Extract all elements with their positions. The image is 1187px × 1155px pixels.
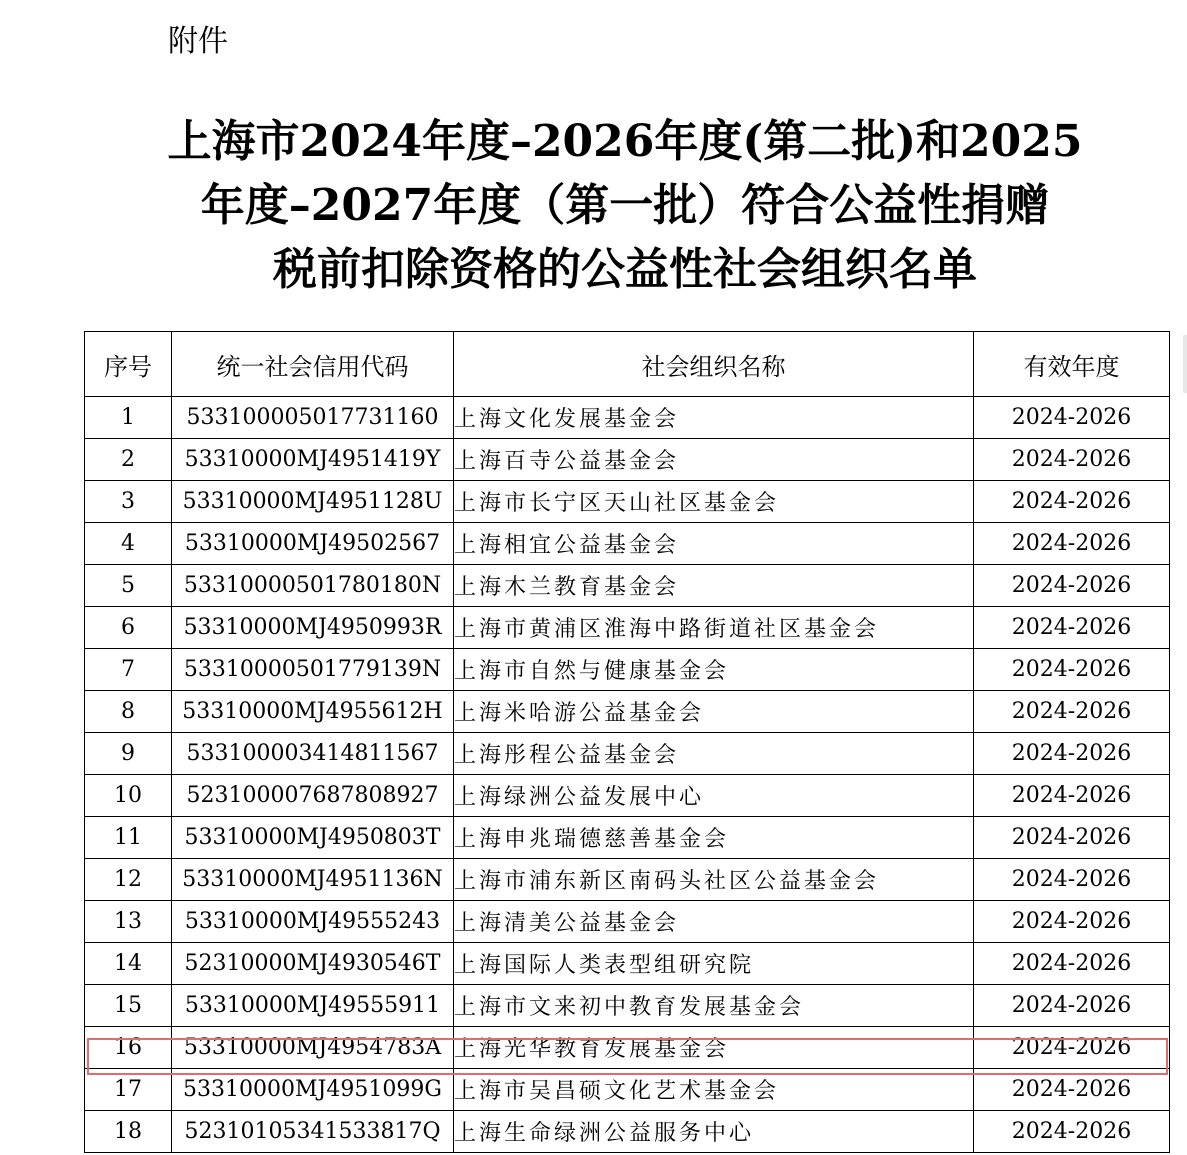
cell-seq: 13 (85, 901, 172, 943)
cell-valid-years: 2024-2026 (974, 1069, 1170, 1111)
title-line-1: 上海市2024年度–2026年度(第二批)和2025 (167, 116, 1083, 167)
cell-org-name: 上海市自然与健康基金会 (454, 649, 974, 691)
cell-seq: 6 (85, 607, 172, 649)
cell-seq: 2 (85, 439, 172, 481)
table-row (85, 649, 1170, 691)
header-seq: 序号 (85, 332, 172, 397)
table-row (85, 1027, 1170, 1069)
table-row (85, 439, 1170, 481)
cell-credit-code: 53310000MJ49555911 (172, 985, 454, 1027)
cell-credit-code: 53310000501780180N (172, 565, 454, 607)
cell-valid-years: 2024-2026 (974, 859, 1170, 901)
cell-seq: 18 (85, 1111, 172, 1153)
cell-org-name: 上海文化发展基金会 (454, 397, 974, 439)
table-row (85, 901, 1170, 943)
cell-credit-code: 53310000MJ4951128U (172, 481, 454, 523)
header-org-name: 社会组织名称 (454, 332, 974, 397)
cell-valid-years: 2024-2026 (974, 523, 1170, 565)
cell-seq: 11 (85, 817, 172, 859)
cell-valid-years: 2024-2026 (974, 985, 1170, 1027)
cell-valid-years: 2024-2026 (974, 775, 1170, 817)
cell-org-name: 上海市长宁区天山社区基金会 (454, 481, 974, 523)
cell-credit-code: 53310000MJ4954783A (172, 1027, 454, 1069)
table-row (85, 691, 1170, 733)
cell-seq: 15 (85, 985, 172, 1027)
cell-org-name: 上海彤程公益基金会 (454, 733, 974, 775)
cell-org-name: 上海米哈游公益基金会 (454, 691, 974, 733)
cell-valid-years: 2024-2026 (974, 439, 1170, 481)
cell-seq: 1 (85, 397, 172, 439)
title-line-2: 年度–2027年度（第一批）符合公益性捐赠 (200, 180, 1050, 231)
organization-table (84, 331, 1170, 1153)
table-row (85, 1069, 1170, 1111)
cell-seq: 16 (85, 1027, 172, 1069)
cell-org-name: 上海百寺公益基金会 (454, 439, 974, 481)
cell-seq: 8 (85, 691, 172, 733)
cell-credit-code: 53310000MJ4951099G (172, 1069, 454, 1111)
cell-credit-code: 52310105341533817Q (172, 1111, 454, 1153)
cell-seq: 17 (85, 1069, 172, 1111)
table-header-row (85, 332, 1170, 397)
table-row (85, 817, 1170, 859)
cell-org-name: 上海市黄浦区淮海中路街道社区基金会 (454, 607, 974, 649)
cell-seq: 5 (85, 565, 172, 607)
cell-credit-code: 53310000MJ4951419Y (172, 439, 454, 481)
cell-valid-years: 2024-2026 (974, 481, 1170, 523)
cell-seq: 10 (85, 775, 172, 817)
table-row (85, 775, 1170, 817)
cell-valid-years: 2024-2026 (974, 901, 1170, 943)
header-credit-code: 统一社会信用代码 (172, 332, 454, 397)
cell-valid-years: 2024-2026 (974, 397, 1170, 439)
document-title (120, 110, 1130, 302)
cell-seq: 12 (85, 859, 172, 901)
table-row (85, 481, 1170, 523)
cell-org-name: 上海申兆瑞德慈善基金会 (454, 817, 974, 859)
cell-credit-code: 53310000MJ4951136N (172, 859, 454, 901)
cell-seq: 14 (85, 943, 172, 985)
cell-seq: 7 (85, 649, 172, 691)
table-row (85, 565, 1170, 607)
cell-seq: 3 (85, 481, 172, 523)
table-row (85, 397, 1170, 439)
table-row (85, 607, 1170, 649)
cell-credit-code: 523100007687808927 (172, 775, 454, 817)
cell-valid-years: 2024-2026 (974, 691, 1170, 733)
cell-org-name: 上海国际人类表型组研究院 (454, 943, 974, 985)
cell-org-name: 上海相宜公益基金会 (454, 523, 974, 565)
scrollbar-hint[interactable] (1183, 335, 1187, 393)
cell-org-name: 上海清美公益基金会 (454, 901, 974, 943)
cell-seq: 9 (85, 733, 172, 775)
cell-org-name: 上海市文来初中教育发展基金会 (454, 985, 974, 1027)
cell-credit-code: 53310000MJ49502567 (172, 523, 454, 565)
cell-valid-years: 2024-2026 (974, 1111, 1170, 1153)
cell-valid-years: 2024-2026 (974, 649, 1170, 691)
table-row (85, 733, 1170, 775)
table-row (85, 523, 1170, 565)
table-row (85, 985, 1170, 1027)
cell-credit-code: 53310000MJ4950993R (172, 607, 454, 649)
cell-valid-years: 2024-2026 (974, 565, 1170, 607)
table-body (85, 397, 1170, 1153)
cell-credit-code: 533100003414811567 (172, 733, 454, 775)
cell-valid-years: 2024-2026 (974, 733, 1170, 775)
cell-valid-years: 2024-2026 (974, 1027, 1170, 1069)
table-row (85, 943, 1170, 985)
cell-valid-years: 2024-2026 (974, 607, 1170, 649)
cell-valid-years: 2024-2026 (974, 943, 1170, 985)
cell-seq: 4 (85, 523, 172, 565)
header-valid-years: 有效年度 (974, 332, 1170, 397)
cell-valid-years: 2024-2026 (974, 817, 1170, 859)
attachment-label: 附件 (168, 24, 228, 59)
cell-credit-code: 52310000MJ4930546T (172, 943, 454, 985)
cell-credit-code: 53310000MJ4955612H (172, 691, 454, 733)
cell-org-name: 上海市浦东新区南码头社区公益基金会 (454, 859, 974, 901)
cell-credit-code: 533100005017731160 (172, 397, 454, 439)
cell-org-name: 上海市吴昌硕文化艺术基金会 (454, 1069, 974, 1111)
title-line-3: 税前扣除资格的公益性社会组织名单 (273, 244, 977, 295)
cell-org-name: 上海光华教育发展基金会 (454, 1027, 974, 1069)
cell-credit-code: 53310000MJ4950803T (172, 817, 454, 859)
table-row (85, 1111, 1170, 1153)
cell-org-name: 上海木兰教育基金会 (454, 565, 974, 607)
cell-credit-code: 53310000MJ49555243 (172, 901, 454, 943)
cell-org-name: 上海生命绿洲公益服务中心 (454, 1111, 974, 1153)
cell-credit-code: 53310000501779139N (172, 649, 454, 691)
table-row (85, 859, 1170, 901)
cell-org-name: 上海绿洲公益发展中心 (454, 775, 974, 817)
